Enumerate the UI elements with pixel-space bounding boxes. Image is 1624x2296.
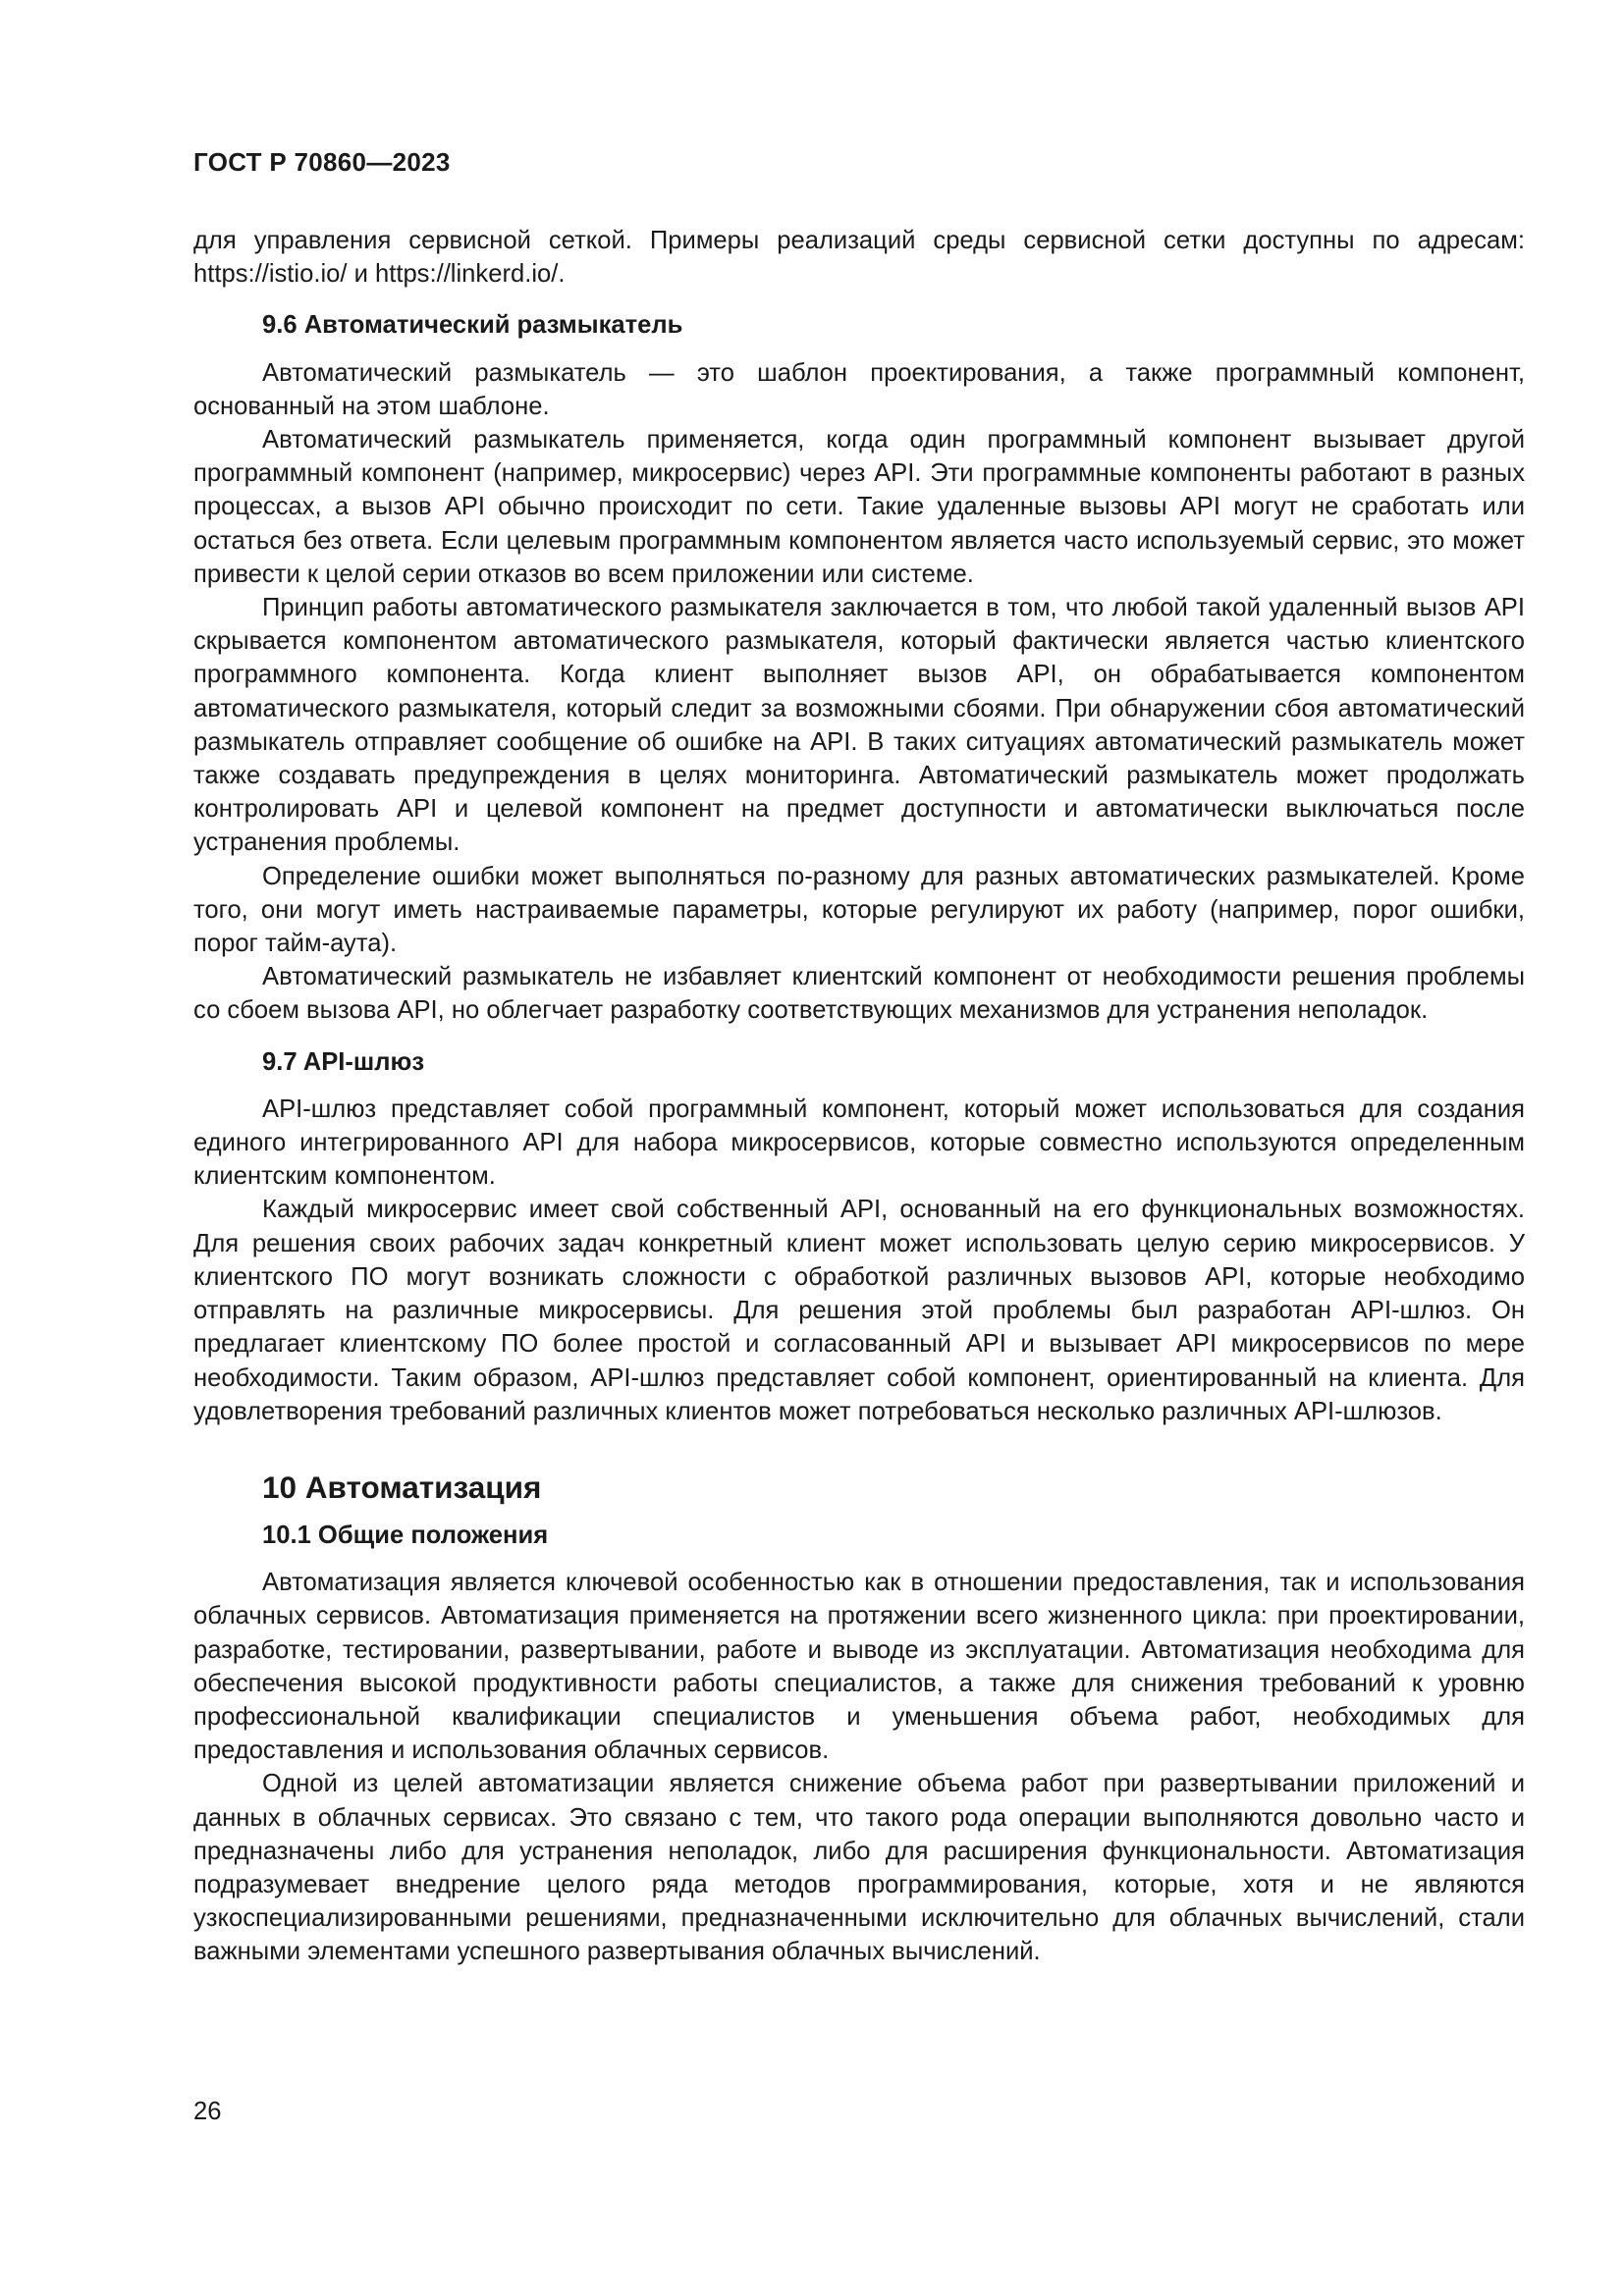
section-heading-9-7: 9.7 API-шлюз xyxy=(262,1047,425,1076)
paragraph-9-6-5: Автоматический размыкатель не избавляет клиентский компонент от необходимости решения проблемы со сбоем вызова API, но облегчает разработку соответствующих механизмов для устранения неполадок. xyxy=(193,963,1525,1025)
paragraph-9-7-2: Каждый микросервис имеет свой собственный API, основанный на его функциональных возможностях. Для решения своих рабочих задач конкретный клиент может использовать целую серию микросервисов. У клиентского ПО могут возникать сложности с обработкой различных вызовов API, которые необходимо отправлять на различные микросервисы. Для решения этой проблемы был разработан API-шлюз. Он предлагает клиентскому ПО более простой и согласованный API и вызывает API микросервисов по мере необходимости. Таким образом, API-шлюз представляет собой компонент, ориентированный на клиента. Для удовлетворения требований различных клиентов может потребоваться несколько различных API-шлюзов. xyxy=(193,1196,1525,1425)
document-code-header: ГОСТ Р 70860—2023 xyxy=(193,147,451,177)
continuation-paragraph: для управления сервисной сеткой. Примеры реализаций среды сервисной сетки доступны по адресам: https://istio.io/ и https://linkerd.io/. xyxy=(193,227,1525,289)
page-number: 26 xyxy=(193,2098,222,2125)
section-heading-10-1: 10.1 Общие положения xyxy=(262,1521,549,1549)
paragraph-10-1-2: Одной из целей автоматизации является снижение объема работ при развертывании приложений и данных в облачных сервисах. Это связано с тем, что такого рода операции выполняются довольно часто и предназначены либо для устранения неполадок, либо для расширения функциональности. Автоматизация подразумевает внедрение целого ряда методов программирования, которые, хотя и не являются узкоспециализированными решениями, предназначенными исключительно для облачных вычислений, стали важными элементами успешного развертывания облачных вычислений. xyxy=(193,1770,1525,1966)
section-heading-9-6: 9.6 Автоматический размыкатель xyxy=(262,311,683,340)
paragraph-9-7-1: API-шлюз представляет собой программный компонент, который может использоваться для создания единого интегрированного API для набора микросервисов, которые совместно используются определенным клиентским компонентом. xyxy=(193,1095,1525,1191)
document-body xyxy=(193,224,1525,1969)
paragraph-10-1-1: Автоматизация является ключевой особенностью как в отношении предоставления, так и использования облачных сервисов. Автоматизация применяется на протяжении всего жизненного цикла: при проектировании, разработке, тестировании, развертывании, работе и выводе из эксплуатации. Автоматизация необходима для обеспечения высокой продуктивности работы специалистов, а также для снижения требований к уровню профессиональной квалификации специалистов и уменьшения объема работ, необходимых для предоставления и использования облачных сервисов. xyxy=(193,1569,1525,1765)
section-heading-10: 10 Автоматизация xyxy=(262,1468,542,1505)
paragraph-9-6-1: Автоматический размыкатель — это шаблон проектирования, а также программный компонент, основанный на этом шаблоне. xyxy=(193,358,1525,420)
paragraph-9-6-4: Определение ошибки может выполняться по-разному для разных автоматических размыкателей. Кроме того, они могут иметь настраиваемые параметры, которые регулируют их работу (например, порог ошибки, порог тайм-аута). xyxy=(193,862,1525,958)
paragraph-9-6-3: Принцип работы автоматического размыкателя заключается в том, что любой такой удаленный вызов API скрывается компонентом автоматического размыкателя, который фактически является частью клиентского программного компонента. Когда клиент выполняет вызов API, он обрабатывается компонентом автоматического размыкателя, который следит за возможными сбоями. При обнаружении сбоя автоматический размыкатель отправляет сообщение об ошибке на API. В таких ситуациях автоматический размыкатель может также создавать предупреждения в целях мониторинга. Автоматический размыкатель может продолжать контролировать API и целевой компонент на предмет доступности и автоматически выключаться после устранения проблемы. xyxy=(193,594,1525,857)
paragraph-9-6-2: Автоматический размыкатель применяется, когда один программный компонент вызывает другой программный компонент (например, микросервис) через API. Эти программные компоненты работают в разных процессах, а вызов API обычно происходит по сети. Такие удаленные вызовы API могут не сработать или остаться без ответа. Если целевым программным компонентом является часто используемый сервис, это может привести к целой серии отказов во всем приложении или системе. xyxy=(193,426,1525,588)
